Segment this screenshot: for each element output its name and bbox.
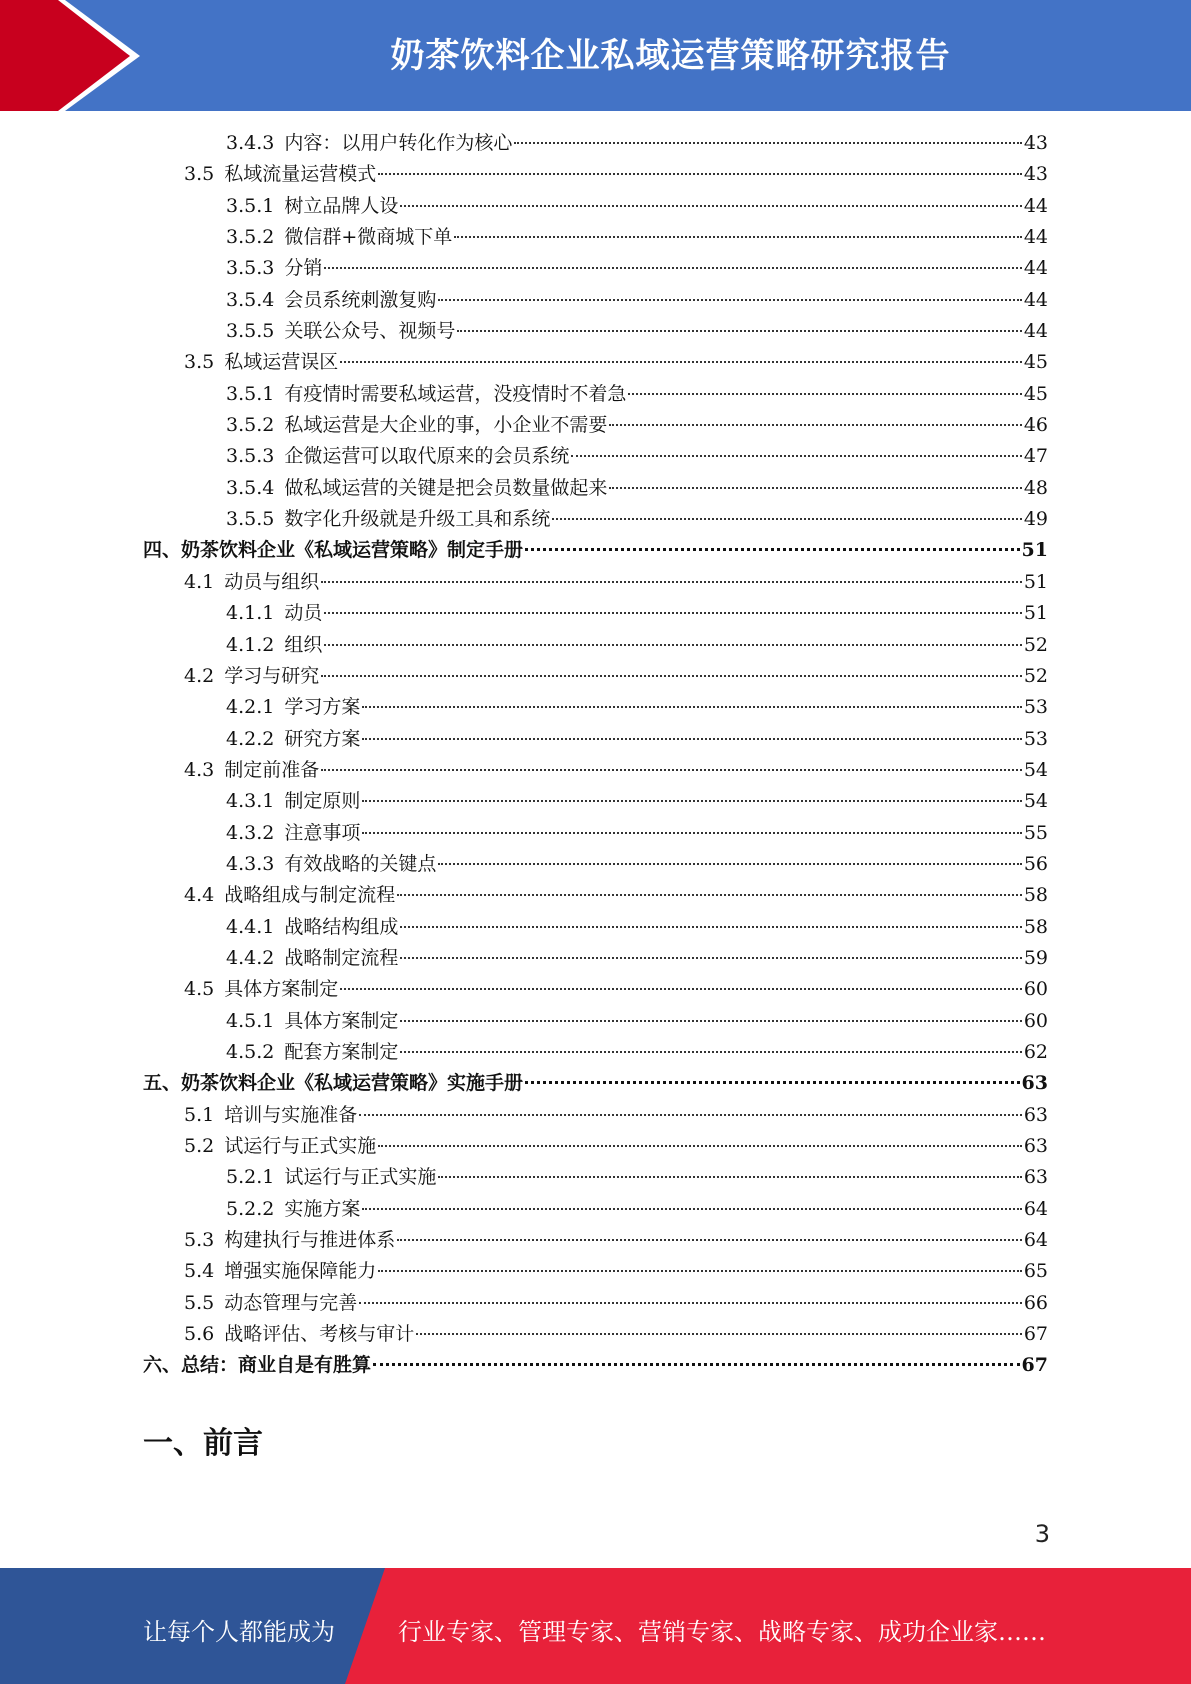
toc-dot-leader — [324, 643, 1021, 646]
toc-entry-label: 做私域运营的关键是把会员数量做起来 — [284, 476, 608, 499]
toc-entry[interactable] — [143, 1068, 1048, 1099]
toc-dot-leader — [340, 360, 1022, 363]
toc-entry-label: 构建执行与推进体系 — [224, 1229, 396, 1252]
toc-entry-number: 4.2.1 — [226, 696, 275, 719]
toc-entry-label: 企微运营可以取代原来的会员系统 — [284, 445, 570, 468]
toc-entry-number: 3.5 — [184, 163, 215, 186]
toc-dot-leader — [525, 547, 1020, 551]
toc-entry-label: 私域运营误区 — [224, 351, 339, 374]
toc-entry-page: 63 — [1021, 1072, 1048, 1095]
toc-entry-page: 45 — [1023, 351, 1048, 374]
toc-entry[interactable] — [143, 1256, 1048, 1287]
toc-dot-leader — [552, 517, 1021, 520]
toc-entry-page: 59 — [1023, 946, 1048, 969]
toc-entry-number: 4.1.2 — [226, 633, 275, 656]
toc-entry-number: 5.2.1 — [226, 1166, 275, 1189]
toc-entry[interactable] — [143, 1225, 1048, 1256]
toc-entry[interactable] — [143, 441, 1048, 472]
toc-entry-number: 4.3.1 — [226, 790, 275, 813]
toc-entry-label: 配套方案制定 — [284, 1040, 399, 1063]
toc-entry[interactable] — [143, 191, 1048, 222]
toc-entry[interactable] — [143, 880, 1048, 911]
toc-entry-page: 63 — [1023, 1166, 1048, 1189]
toc-entry-label: 树立品牌人设 — [284, 194, 399, 217]
toc-entry-number: 3.5.4 — [226, 288, 275, 311]
toc-entry-number: 4.3.3 — [226, 852, 275, 875]
toc-entry[interactable] — [143, 473, 1048, 504]
toc-entry[interactable] — [143, 159, 1048, 190]
toc-entry-label: 战略结构组成 — [284, 915, 399, 938]
toc-entry-label: 组织 — [284, 633, 323, 656]
toc-dot-leader — [400, 1050, 1021, 1053]
toc-entry-page: 48 — [1023, 476, 1048, 499]
toc-entry-label: 微信群+微商城下单 — [284, 226, 453, 249]
toc-entry-number: 3.5.2 — [226, 226, 275, 249]
toc-entry-page: 44 — [1023, 226, 1048, 249]
toc-entry-page: 67 — [1023, 1323, 1048, 1346]
toc-entry-number: 5.1 — [184, 1103, 215, 1126]
toc-entry-number: 3.5.5 — [226, 320, 275, 343]
toc-entry-number: 5.6 — [184, 1323, 215, 1346]
toc-entry-label: 试运行与正式实施 — [284, 1166, 437, 1189]
toc-entry[interactable] — [143, 598, 1048, 629]
toc-dot-leader — [362, 831, 1021, 834]
toc-entry-label: 试运行与正式实施 — [224, 1135, 377, 1157]
toc-entry-label: 分销 — [284, 257, 323, 280]
toc-dot-leader — [324, 611, 1021, 614]
toc-dot-leader — [457, 329, 1021, 332]
toc-entry-label: 战略组成与制定流程 — [224, 884, 396, 907]
toc-entry[interactable] — [143, 379, 1048, 410]
footer-slogan-left: 让每个人都能成为 — [143, 1618, 335, 1646]
toc-entry-number: 3.5.3 — [226, 257, 275, 280]
toc-entry-page: 53 — [1023, 727, 1048, 750]
toc-entry[interactable] — [143, 1006, 1048, 1037]
toc-dot-leader — [397, 893, 1022, 896]
toc-entry-label: 增强实施保障能力 — [224, 1260, 377, 1283]
toc-entry-page: 43 — [1023, 132, 1048, 154]
toc-entry[interactable] — [143, 755, 1048, 786]
toc-entry-page: 58 — [1023, 884, 1048, 907]
toc-entry-label: 动员与组织 — [224, 570, 320, 593]
table-of-contents — [143, 128, 1048, 1382]
toc-entry-page: 63 — [1023, 1103, 1048, 1126]
toc-entry-label: 动员 — [284, 602, 323, 625]
toc-entry[interactable] — [143, 410, 1048, 441]
toc-entry-number: 4.1 — [184, 570, 215, 593]
toc-entry-page: 66 — [1023, 1291, 1048, 1314]
toc-entry-number: 3.5 — [184, 351, 215, 374]
toc-dot-leader — [514, 141, 1021, 144]
toc-entry[interactable] — [143, 1131, 1048, 1162]
toc-entry-page: 44 — [1023, 257, 1048, 280]
toc-dot-leader — [378, 1144, 1022, 1147]
toc-entry-number: 4.5 — [184, 978, 215, 1001]
toc-entry-page: 47 — [1023, 445, 1048, 468]
toc-entry-page: 67 — [1021, 1354, 1048, 1377]
toc-entry-page: 58 — [1023, 915, 1048, 938]
toc-entry-page: 53 — [1023, 696, 1048, 719]
toc-entry-label: 学习方案 — [284, 696, 361, 719]
toc-entry-page: 55 — [1023, 821, 1048, 844]
toc-entry[interactable] — [143, 943, 1048, 974]
toc-entry-page: 64 — [1023, 1229, 1048, 1252]
toc-entry-label: 私域运营是大企业的事，小企业不需要 — [284, 414, 608, 437]
toc-dot-leader — [373, 1362, 1020, 1366]
toc-entry-label: 动态管理与完善 — [224, 1291, 358, 1314]
toc-entry[interactable] — [143, 786, 1048, 817]
toc-entry-label: 具体方案制定 — [224, 978, 339, 1001]
toc-dot-leader — [321, 580, 1022, 583]
toc-entry-page: 54 — [1023, 758, 1048, 781]
toc-dot-leader — [378, 1269, 1022, 1272]
toc-entry[interactable] — [143, 849, 1048, 880]
document-title: 奶茶饮料企业私域运营策略研究报告 — [390, 36, 951, 76]
toc-entry-number: 5.5 — [184, 1291, 215, 1314]
footer-slogan-right: 行业专家、管理专家、营销专家、战略专家、成功企业家…… — [398, 1618, 1046, 1646]
page-number: 3 — [1034, 1520, 1050, 1548]
toc-entry-page: 51 — [1023, 570, 1048, 593]
toc-entry-page: 43 — [1023, 163, 1048, 186]
toc-entry-number: 4.5.1 — [226, 1009, 275, 1032]
page-footer — [0, 1568, 1191, 1684]
toc-entry[interactable] — [143, 535, 1048, 566]
toc-entry-label: 六、总结：商业自是有胜算 — [143, 1354, 372, 1377]
toc-entry-number: 4.4.2 — [226, 946, 275, 969]
toc-entry[interactable] — [143, 285, 1048, 316]
toc-entry-number: 5.2.2 — [226, 1197, 275, 1220]
toc-entry-label: 四、奶茶饮料企业《私域运营策略》制定手册 — [143, 539, 524, 562]
toc-dot-leader — [400, 204, 1021, 207]
toc-dot-leader — [362, 737, 1021, 740]
toc-entry-label: 具体方案制定 — [284, 1009, 399, 1032]
toc-entry[interactable] — [143, 1162, 1048, 1193]
toc-entry-label: 制定原则 — [284, 790, 361, 813]
toc-entry-page: 56 — [1023, 852, 1048, 875]
toc-entry-page: 65 — [1023, 1260, 1048, 1283]
toc-entry[interactable] — [143, 692, 1048, 723]
toc-entry-page: 63 — [1023, 1135, 1048, 1157]
toc-entry[interactable] — [143, 661, 1048, 692]
toc-entry-page: 44 — [1023, 288, 1048, 311]
toc-dot-leader — [340, 987, 1022, 990]
toc-entry-number: 5.2 — [184, 1135, 215, 1157]
toc-entry[interactable] — [143, 347, 1048, 378]
toc-entry-page: 49 — [1023, 508, 1048, 531]
toc-entry-label: 私域流量运营模式 — [224, 163, 377, 186]
toc-entry-page: 51 — [1023, 602, 1048, 625]
toc-entry[interactable] — [143, 1319, 1048, 1350]
toc-entry-page: 45 — [1023, 382, 1048, 405]
toc-entry-number: 4.3.2 — [226, 821, 275, 844]
toc-entry-page: 46 — [1023, 414, 1048, 437]
toc-entry-number: 3.5.1 — [226, 382, 275, 405]
toc-dot-leader — [378, 172, 1022, 175]
toc-entry-number: 5.3 — [184, 1229, 215, 1252]
toc-entry[interactable] — [143, 974, 1048, 1005]
toc-dot-leader — [438, 298, 1021, 301]
toc-dot-leader — [438, 862, 1021, 865]
toc-entry-label: 学习与研究 — [224, 664, 320, 687]
toc-dot-leader — [397, 1238, 1022, 1241]
toc-entry-page: 44 — [1023, 194, 1048, 217]
toc-dot-leader — [400, 1019, 1021, 1022]
toc-entry[interactable] — [143, 504, 1048, 535]
toc-entry-number: 4.1.1 — [226, 602, 275, 625]
toc-entry-number: 4.3 — [184, 758, 215, 781]
toc-entry-label: 关联公众号、视频号 — [284, 320, 456, 343]
section-heading: 一、前言 — [143, 1426, 263, 1461]
toc-entry-number: 3.5.1 — [226, 194, 275, 217]
toc-entry-label: 培训与实施准备 — [224, 1103, 358, 1126]
toc-entry-label: 五、奶茶饮料企业《私域运营策略》实施手册 — [143, 1072, 524, 1095]
toc-entry[interactable] — [143, 630, 1048, 661]
page-header — [0, 0, 1191, 111]
toc-entry-label: 制定前准备 — [224, 758, 320, 781]
toc-entry[interactable] — [143, 912, 1048, 943]
toc-entry[interactable] — [143, 316, 1048, 347]
toc-entry-label: 数字化升级就是升级工具和系统 — [284, 508, 551, 531]
toc-dot-leader — [321, 674, 1022, 677]
toc-entry-page: 44 — [1023, 320, 1048, 343]
toc-entry-number: 3.4.3 — [226, 132, 275, 154]
toc-entry-number: 4.2.2 — [226, 727, 275, 750]
toc-entry-label: 实施方案 — [284, 1197, 361, 1220]
toc-dot-leader — [321, 768, 1022, 771]
toc-entry-number: 3.5.3 — [226, 445, 275, 468]
toc-dot-leader — [362, 1207, 1021, 1210]
toc-entry-number: 3.5.4 — [226, 476, 275, 499]
toc-entry[interactable] — [143, 222, 1048, 253]
toc-entry-page: 54 — [1023, 790, 1048, 813]
toc-entry-page: 60 — [1023, 978, 1048, 1001]
toc-dot-leader — [359, 1301, 1022, 1304]
toc-dot-leader — [400, 925, 1021, 928]
toc-entry-label: 注意事项 — [284, 821, 361, 844]
toc-entry-label: 有效战略的关键点 — [284, 852, 437, 875]
toc-entry[interactable] — [143, 128, 1048, 159]
toc-dot-leader — [438, 1175, 1021, 1178]
toc-dot-leader — [324, 266, 1021, 269]
toc-dot-leader — [362, 705, 1021, 708]
toc-entry-number: 3.5.5 — [226, 508, 275, 531]
toc-entry-number: 4.4 — [184, 884, 215, 907]
toc-dot-leader — [359, 1113, 1022, 1116]
toc-entry[interactable] — [143, 567, 1048, 598]
toc-entry-page: 62 — [1023, 1040, 1048, 1063]
toc-entry-number: 3.5.2 — [226, 414, 275, 437]
toc-entry[interactable] — [143, 1194, 1048, 1225]
toc-entry-page: 51 — [1021, 539, 1048, 562]
toc-dot-leader — [454, 235, 1022, 238]
toc-dot-leader — [571, 454, 1021, 457]
toc-entry-label: 会员系统刺激复购 — [284, 288, 437, 311]
toc-entry[interactable] — [143, 253, 1048, 284]
toc-entry[interactable] — [143, 1037, 1048, 1068]
toc-entry-page: 52 — [1023, 633, 1048, 656]
toc-entry-page: 60 — [1023, 1009, 1048, 1032]
toc-dot-leader — [628, 392, 1021, 395]
toc-entry[interactable] — [143, 724, 1048, 755]
toc-entry-label: 有疫情时需要私域运营，没疫情时不着急 — [284, 382, 627, 405]
toc-dot-leader — [416, 1332, 1022, 1335]
toc-entry[interactable] — [143, 1350, 1048, 1381]
toc-entry-number: 4.4.1 — [226, 915, 275, 938]
toc-dot-leader — [609, 486, 1021, 489]
toc-dot-leader — [400, 956, 1021, 959]
toc-dot-leader — [525, 1080, 1020, 1084]
toc-entry-label: 研究方案 — [284, 727, 361, 750]
toc-entry[interactable] — [143, 1100, 1048, 1131]
toc-entry-label: 战略评估、考核与审计 — [224, 1323, 415, 1346]
toc-dot-leader — [609, 423, 1021, 426]
toc-entry-page: 64 — [1023, 1197, 1048, 1220]
toc-entry-page: 52 — [1023, 664, 1048, 687]
toc-entry-number: 4.5.2 — [226, 1040, 275, 1063]
toc-entry[interactable] — [143, 1288, 1048, 1319]
toc-entry[interactable] — [143, 818, 1048, 849]
toc-entry-label: 战略制定流程 — [284, 946, 399, 969]
toc-entry-label: 内容：以用户转化作为核心 — [284, 132, 513, 154]
toc-dot-leader — [362, 799, 1021, 802]
toc-entry-number: 5.4 — [184, 1260, 215, 1283]
toc-entry-number: 4.2 — [184, 664, 215, 687]
